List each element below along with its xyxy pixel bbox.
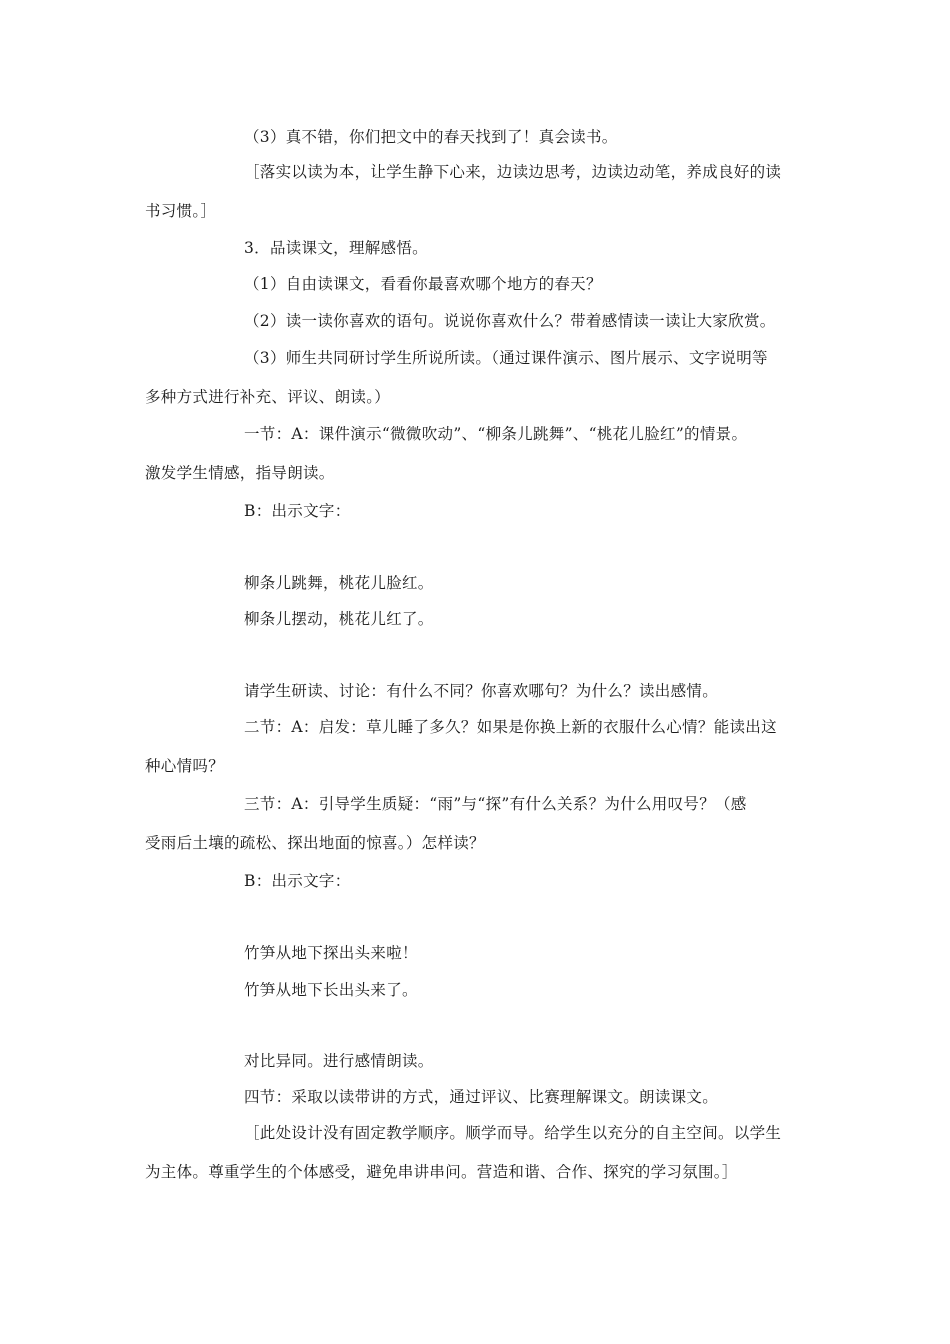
paragraph-line: 激发学生情感，指导朗读。: [145, 464, 335, 482]
paragraph-line: 竹笋从地下长出头来了。: [244, 981, 418, 999]
paragraph-line: （1）自由读课文，看看你最喜欢哪个地方的春天？: [244, 275, 602, 293]
paragraph-line: 柳条儿跳舞，桃花儿脸红。: [244, 574, 434, 592]
paragraph-line: （3）真不错，你们把文中的春天找到了！真会读书。: [244, 128, 618, 146]
paragraph-line: 多种方式进行补充、评议、朗读。）: [145, 388, 391, 406]
paragraph-line: 请学生研读、讨论：有什么不同？你喜欢哪句？为什么？读出感情。: [244, 682, 719, 700]
paragraph-line: 受雨后土壤的疏松、探出地面的惊喜。）怎样读？: [145, 834, 485, 852]
paragraph-line: B：出示文字：: [244, 872, 351, 890]
paragraph-line: 3．品读课文，理解感悟。: [244, 239, 428, 257]
paragraph-line: 柳条儿摆动，桃花儿红了。: [244, 610, 434, 628]
paragraph-line: ［此处设计没有固定教学顺序。顺学而导。给学生以充分的自主空间。以学生: [244, 1124, 782, 1142]
paragraph-line: （3）师生共同研讨学生所说所读。（通过课件演示、图片展示、文字说明等: [244, 349, 768, 367]
paragraph-line: （2）读一读你喜欢的语句。说说你喜欢什么？带着感情读一读让大家欣赏。: [244, 312, 776, 330]
paragraph-line: B：出示文字：: [244, 502, 351, 520]
paragraph-line: ［落实以读为本，让学生静下心来，边读边思考，边读边动笔，养成良好的读: [244, 163, 782, 181]
paragraph-line: 二节：A：启发：草儿睡了多久？如果是你换上新的衣服什么心情？能读出这: [244, 718, 777, 736]
paragraph-line: 一节：A：课件演示“微微吹动”、“柳条儿跳舞”、“桃花儿脸红”的情景。: [244, 425, 748, 443]
paragraph-line: 为主体。尊重学生的个体感受，避免串讲串问。营造和谐、合作、探究的学习氛围。］: [145, 1163, 738, 1181]
paragraph-line: 三节：A：引导学生质疑：“雨”与“探”有什么关系？为什么用叹号？（感: [244, 795, 747, 813]
paragraph-line: 四节：采取以读带讲的方式，通过评议、比赛理解课文。朗读课文。: [244, 1088, 719, 1106]
paragraph-line: 竹笋从地下探出头来啦！: [244, 944, 418, 962]
paragraph-line: 书习惯。］: [145, 202, 217, 220]
paragraph-line: 种心情吗？: [145, 757, 225, 775]
paragraph-line: 对比异同。进行感情朗读。: [244, 1052, 434, 1070]
